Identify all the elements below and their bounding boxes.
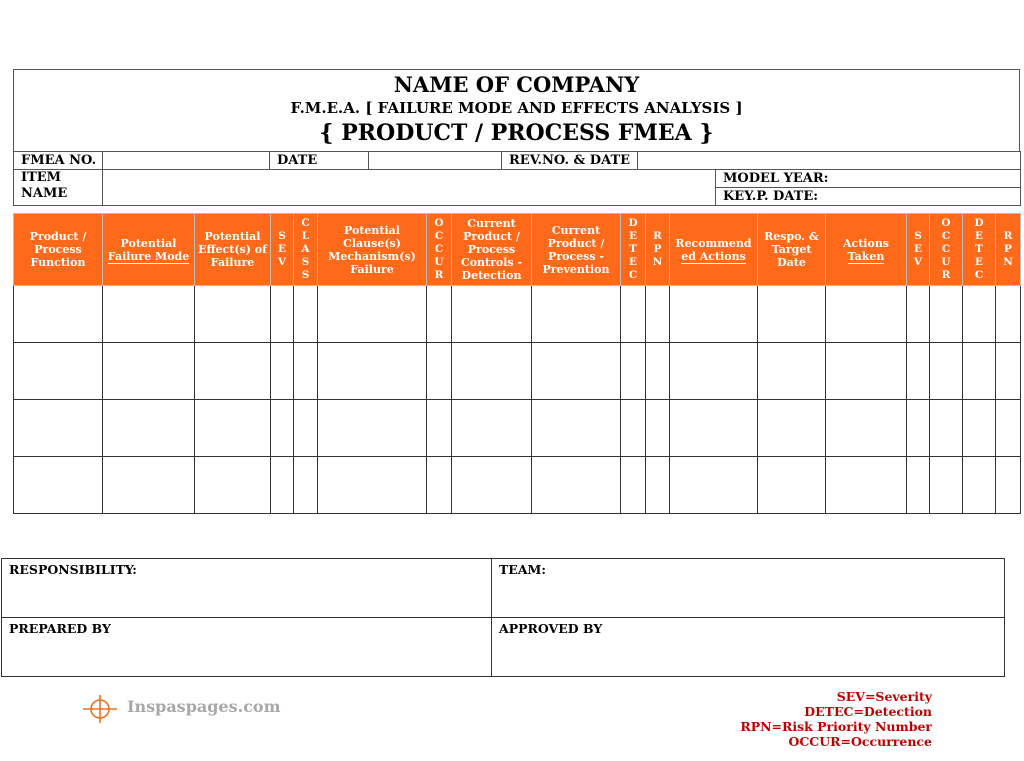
table-cell[interactable]: [14, 400, 103, 457]
table-cell[interactable]: [318, 400, 427, 457]
col-header-recommended-line1: Recommend: [675, 236, 752, 250]
table-cell[interactable]: [621, 286, 646, 343]
table-cell[interactable]: [195, 286, 271, 343]
rev-no-date-label: REV.NO. & DATE: [502, 152, 638, 170]
abbreviation-legend: [740, 689, 932, 749]
table-cell[interactable]: [963, 457, 996, 514]
table-cell[interactable]: [294, 400, 318, 457]
table-cell[interactable]: [532, 343, 621, 400]
form-type-title: { PRODUCT / PROCESS FMEA }: [319, 120, 714, 146]
table-cell[interactable]: [963, 343, 996, 400]
model-year-label[interactable]: MODEL YEAR:: [716, 170, 1021, 188]
crosshair-icon: [80, 694, 120, 724]
table-cell[interactable]: [826, 457, 907, 514]
table-cell[interactable]: [907, 400, 930, 457]
approved-by-field[interactable]: [492, 618, 1005, 677]
approved-by-label: APPROVED BY: [499, 621, 603, 636]
table-cell[interactable]: [427, 457, 452, 514]
table-cell[interactable]: [452, 400, 532, 457]
col-header-controls-detection: Current Product / Process Controls - Detection: [452, 214, 532, 286]
fmea-no-field[interactable]: [103, 152, 270, 170]
table-cell[interactable]: [427, 286, 452, 343]
table-cell[interactable]: [930, 400, 963, 457]
table-cell[interactable]: [195, 400, 271, 457]
rev-no-date-field[interactable]: [638, 152, 1021, 170]
table-cell[interactable]: [195, 343, 271, 400]
table-cell[interactable]: [103, 343, 195, 400]
col-header-failure-mode-line2: Failure Mode: [107, 249, 190, 263]
table-row: [14, 343, 1021, 400]
table-cell[interactable]: [103, 400, 195, 457]
table-cell[interactable]: [758, 286, 826, 343]
table-cell[interactable]: [621, 400, 646, 457]
table-cell[interactable]: [14, 457, 103, 514]
key-p-date-label[interactable]: KEY.P. DATE:: [716, 188, 1021, 206]
form-subtitle: F.M.E.A. [ FAILURE MODE AND EFFECTS ANALYSIS ]: [290, 99, 743, 117]
table-cell[interactable]: [14, 343, 103, 400]
table-cell[interactable]: [294, 457, 318, 514]
col-header-actions-line1: Actions: [842, 236, 890, 250]
table-cell[interactable]: [996, 457, 1021, 514]
form-title-block: [13, 69, 1020, 151]
col-header-occur: O C C U R: [427, 214, 452, 286]
date-label: DATE: [270, 152, 369, 170]
item-label-line2: NAME: [21, 186, 68, 201]
fmea-no-label: FMEA NO.: [14, 152, 103, 170]
col-header-detec: D E T E C: [621, 214, 646, 286]
table-cell[interactable]: [271, 343, 294, 400]
col-header-sev-2: S E V: [907, 214, 930, 286]
col-header-function: Product / Process Function: [14, 214, 103, 286]
col-header-actions-taken: [826, 214, 907, 286]
table-cell[interactable]: [103, 286, 195, 343]
col-header-failure-mode: [103, 214, 195, 286]
col-header-recommended-line2: ed Actions: [681, 249, 746, 263]
col-header-effects: Potential Effect(s) of Failure: [195, 214, 271, 286]
table-cell[interactable]: [930, 457, 963, 514]
col-header-controls-prevention: Current Product / Process -Prevention: [532, 214, 621, 286]
col-header-rpn-2: R P N: [996, 214, 1021, 286]
table-cell[interactable]: [670, 286, 758, 343]
table-cell[interactable]: [452, 457, 532, 514]
table-row: [14, 457, 1021, 514]
table-cell[interactable]: [670, 400, 758, 457]
company-name: NAME OF COMPANY: [393, 72, 640, 97]
table-row: [14, 286, 1021, 343]
table-header-row: [14, 214, 1021, 286]
table-cell[interactable]: [907, 457, 930, 514]
col-header-rpn: R P N: [646, 214, 670, 286]
col-header-detec-2: D E T E C: [963, 214, 996, 286]
signoff-table: [1, 558, 1005, 677]
table-cell[interactable]: [646, 400, 670, 457]
table-cell[interactable]: [907, 286, 930, 343]
site-brand: Inspaspages.com: [127, 697, 281, 716]
table-cell[interactable]: [195, 457, 271, 514]
table-cell[interactable]: [318, 457, 427, 514]
table-cell[interactable]: [271, 457, 294, 514]
table-cell[interactable]: [646, 343, 670, 400]
legend-occur: OCCUR=Occurrence: [788, 734, 932, 749]
table-cell[interactable]: [930, 343, 963, 400]
table-cell[interactable]: [452, 343, 532, 400]
col-header-class: C L A S S: [294, 214, 318, 286]
table-cell[interactable]: [670, 457, 758, 514]
table-cell[interactable]: [621, 343, 646, 400]
item-label-line1: ITEM: [21, 170, 62, 185]
table-cell[interactable]: [452, 286, 532, 343]
team-field[interactable]: [492, 559, 1005, 618]
info-table: [13, 151, 1021, 206]
table-cell[interactable]: [646, 457, 670, 514]
table-cell[interactable]: [758, 457, 826, 514]
table-cell[interactable]: [758, 400, 826, 457]
table-cell[interactable]: [427, 400, 452, 457]
table-cell[interactable]: [271, 400, 294, 457]
col-header-sev: S E V: [271, 214, 294, 286]
table-cell[interactable]: [318, 286, 427, 343]
table-cell[interactable]: [532, 400, 621, 457]
col-header-recommended-actions: [670, 214, 758, 286]
table-cell[interactable]: [963, 286, 996, 343]
table-cell[interactable]: [826, 286, 907, 343]
team-label: TEAM:: [499, 562, 546, 577]
table-cell[interactable]: [996, 400, 1021, 457]
responsibility-label: RESPONSIBILITY:: [9, 562, 137, 577]
table-cell[interactable]: [318, 343, 427, 400]
table-cell[interactable]: [963, 400, 996, 457]
table-cell[interactable]: [670, 343, 758, 400]
table-cell[interactable]: [532, 457, 621, 514]
table-cell[interactable]: [646, 286, 670, 343]
item-name-field[interactable]: [103, 170, 716, 206]
date-field[interactable]: [369, 152, 502, 170]
table-cell[interactable]: [14, 286, 103, 343]
col-header-failure-mode-line1: Potential: [120, 236, 177, 250]
col-header-responsibility-date: Respo. & Target Date: [758, 214, 826, 286]
legend-rpn: RPN=Risk Priority Number: [740, 719, 932, 734]
prepared-by-label: PREPARED BY: [9, 621, 111, 636]
prepared-by-field[interactable]: [2, 618, 492, 677]
table-cell[interactable]: [907, 343, 930, 400]
table-cell[interactable]: [996, 343, 1021, 400]
col-header-occur-2: O C C U R: [930, 214, 963, 286]
table-cell[interactable]: [621, 457, 646, 514]
table-cell[interactable]: [103, 457, 195, 514]
table-cell[interactable]: [996, 286, 1021, 343]
table-cell[interactable]: [294, 286, 318, 343]
table-cell[interactable]: [294, 343, 318, 400]
legend-detec: DETEC=Detection: [804, 704, 932, 719]
table-cell[interactable]: [826, 343, 907, 400]
legend-sev: SEV=Severity: [836, 689, 932, 704]
table-cell[interactable]: [427, 343, 452, 400]
fmea-table: [13, 213, 1021, 514]
table-cell[interactable]: [826, 400, 907, 457]
table-cell[interactable]: [271, 286, 294, 343]
col-header-actions-line2: Taken: [847, 249, 885, 263]
col-header-causes: Potential Clause(s) Mechanism(s) Failure: [318, 214, 427, 286]
table-cell[interactable]: [930, 286, 963, 343]
table-cell[interactable]: [532, 286, 621, 343]
table-row: [14, 400, 1021, 457]
table-cell[interactable]: [758, 343, 826, 400]
item-name-label: [14, 170, 103, 206]
responsibility-field[interactable]: [2, 559, 492, 618]
